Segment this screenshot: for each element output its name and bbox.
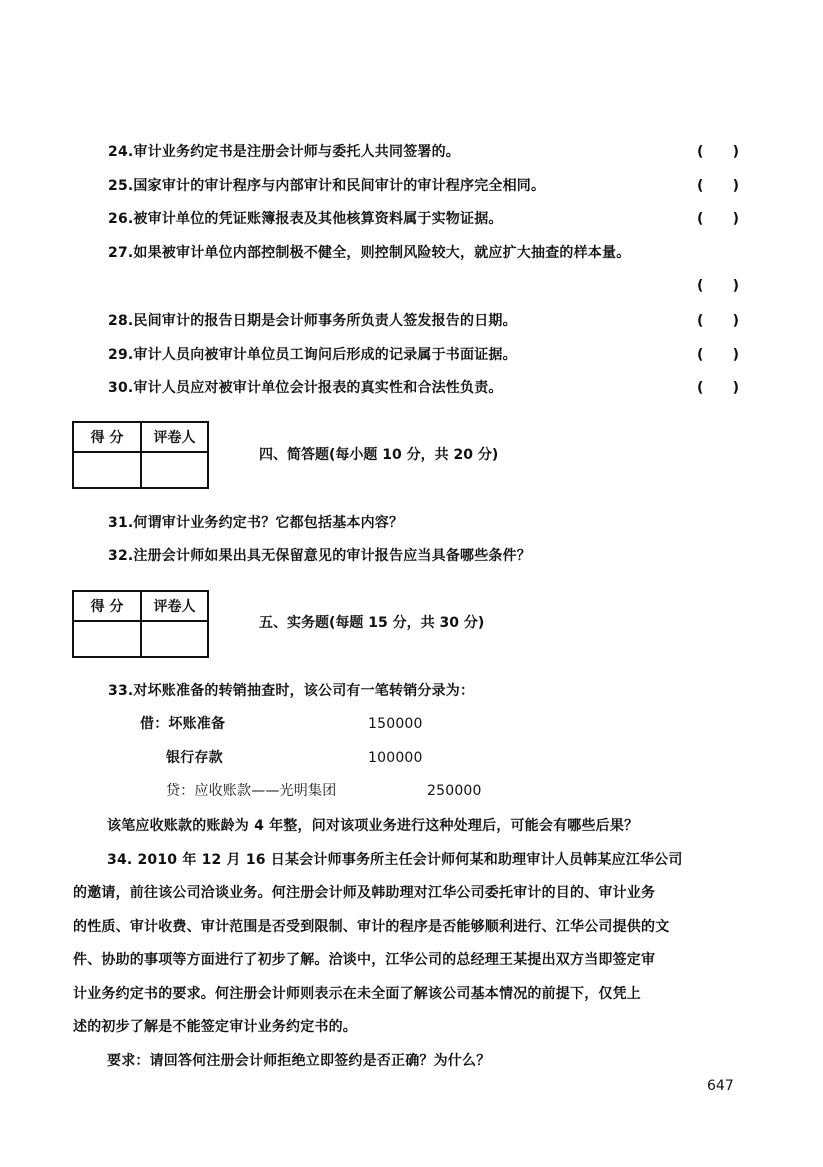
- question-28: 28.民间审计的报告日期是会计师事务所负责人签发报告的日期。: [108, 313, 517, 329]
- question-34-line-6: 述的初步了解是不能签定审计业务约定书的。: [73, 1019, 357, 1035]
- answer-paren-24: ( ): [697, 144, 740, 160]
- score-cell[interactable]: [73, 452, 141, 488]
- debit-label: 借：坏账准备: [140, 716, 226, 732]
- question-32: 32.注册会计师如果出具无保留意见的审计报告应当具备哪些条件？: [108, 548, 531, 564]
- question-24: 24.审计业务约定书是注册会计师与委托人共同签署的。: [108, 144, 460, 160]
- bank-label: 银行存款: [166, 750, 223, 766]
- page-number: 647: [707, 1078, 734, 1094]
- question-33-prompt: 该笔应收账款的账龄为 4 年整，问对该项业务进行这种处理后，可能会有哪些后果？: [107, 818, 639, 834]
- grader-cell[interactable]: [141, 452, 208, 488]
- grader-label: 评卷人: [141, 591, 208, 621]
- credit-amount: 250000: [427, 783, 482, 799]
- question-27: 27.如果被审计单位内部控制极不健全，则控制风险较大，就应扩大抽查的样本量。: [108, 245, 631, 261]
- score-label: 得 分: [73, 591, 141, 621]
- score-label: 得 分: [73, 422, 141, 452]
- answer-paren-25: ( ): [697, 178, 740, 194]
- grader-label: 评卷人: [141, 422, 208, 452]
- question-30: 30.审计人员应对被审计单位会计报表的真实性和合法性负责。: [108, 380, 503, 396]
- answer-paren-27: ( ): [697, 278, 740, 294]
- question-29: 29.审计人员向被审计单位员工询问后形成的记录属于书面证据。: [108, 347, 517, 363]
- question-34-line-5: 计业务约定书的要求。何注册会计师则表示在未全面了解该公司基本情况的前提下，仅凭上: [73, 986, 641, 1002]
- answer-paren-26: ( ): [697, 211, 740, 227]
- question-34-line-2: 的邀请，前往该公司洽谈业务。何注册会计师及韩助理对江华公司委托审计的目的、审计业务: [73, 885, 656, 901]
- section4-title: 四、简答题(每小题 10 分，共 20 分): [259, 447, 499, 463]
- debit-amount: 150000: [368, 716, 423, 732]
- score-box-section5: [72, 590, 209, 658]
- answer-paren-28: ( ): [697, 313, 740, 329]
- question-34-line-1: 34. 2010 年 12 月 16 日某会计师事务所主任会计师何某和助理审计人员韩某应江华公司: [107, 852, 683, 868]
- section5-title: 五、实务题(每题 15 分，共 30 分): [259, 615, 485, 631]
- question-25: 25.国家审计的审计程序与内部审计和民间审计的审计程序完全相同。: [108, 178, 546, 194]
- grader-cell[interactable]: [141, 621, 208, 657]
- bank-amount: 100000: [368, 750, 423, 766]
- question-33: 33.对坏账准备的转销抽查时，该公司有一笔转销分录为：: [108, 683, 475, 699]
- score-cell[interactable]: [73, 621, 141, 657]
- question-31: 31.何谓审计业务约定书？它都包括基本内容？: [108, 515, 404, 531]
- question-26: 26.被审计单位的凭证账簿报表及其他核算资料属于实物证据。: [108, 211, 503, 227]
- question-34-line-4: 件、协助的事项等方面进行了初步了解。洽谈中，江华公司的总经理王某提出双方当即签定审: [73, 952, 656, 968]
- question-34-requirement: 要求：请回答何注册会计师拒绝立即签约是否正确？为什么？: [107, 1053, 491, 1069]
- question-34-line-3: 的性质、审计收费、审计范围是否受到限制、审计的程序是否能够顺利进行、江华公司提供的文: [73, 919, 670, 935]
- score-box-section4: [72, 421, 209, 489]
- answer-paren-30: ( ): [697, 380, 740, 396]
- answer-paren-29: ( ): [697, 347, 740, 363]
- credit-label: 贷：应收账款——光明集团: [166, 783, 337, 799]
